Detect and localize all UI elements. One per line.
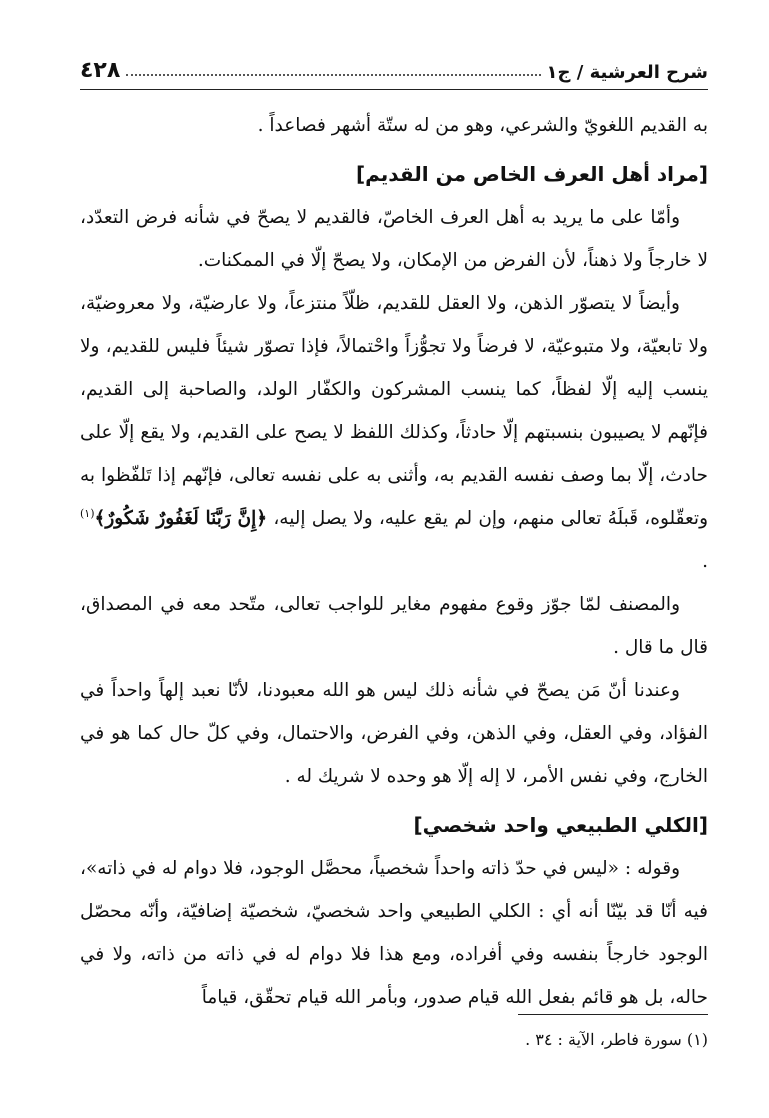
paragraph-5: وعندنا أنّ مَن يصحّ في شأنه ذلك ليس هو الله معبودنا، لأنّا نعبد إلهاً واحداً في الفؤاد، وفي العقل، وفي الذهن، وفي الفرض، والاحتمال، وفي كلّ حال كما هو في الخارج، وفي نفس الأمر، لا إله إلّا هو وحده لا شريك له .	[80, 680, 708, 787]
paragraph-3-end: .	[702, 551, 708, 572]
paragraph-4: والمصنف لمّا جوّز وقوع مفهوم مغاير للواجب تعالى، متّحد معه في المصداق، قال ما قال .	[80, 594, 708, 658]
paragraph-3-text: وأيضاً لا يتصوّر الذهن، ولا العقل للقديم، ظلّاً منتزعاً، ولا عارضيّة، ولا معروضيّة، ولا تابعيّة، ولا متبوعيّة، لا فرضاً ولا تجوُّزاً واحْتمالاً، فإذا تصوّر شيئاً فليس للقديم، ولا ينسب إليه إلّا لفظاً، كما ينسب المشركون والكفّار الولد، والصاحبة إلى القديم، فإنّهم لا يصيبون بنسبتهم إلّا حادثاً، وكذلك اللفظ لا يصح على القديم، ولا يقع إلّا على حادث، إلّا بما وصف نفسه القديم به، وأثنى به على نفسه تعالى، فإنّهم إذا تَلفّظوا به وتعقّلوه، قَبلَهُ تعالى منهم، وإن لم يقع عليه، ولا يصل إليه،	[80, 293, 709, 529]
running-header	[80, 52, 708, 90]
book-page	[80, 52, 708, 1092]
page-number: ٤٢٨	[80, 58, 121, 83]
footnote-1: (١) سورة فاطر، الآية : ٣٤ .	[525, 1030, 708, 1049]
paragraph-6: وقوله : «ليس في حدّ ذاته واحداً شخصياً، محصَّل الوجود، فلا دوام له في ذاته»، فيه أنّا قد بيّنّا أنه أي : الكلي الطبيعي واحد شخصيّ، شخصيّة إضافيّة، وأنّه محصّل الوجود خارجاً بنفسه وفي أفراده، ومع هذا فلا دوام له في ذاته من ذاته، ولا في حاله، بل هو قائم بفعل الله قيام صدور، وبأمر الله قيام تحقّق، قياماً	[80, 858, 708, 1008]
paragraph-1: به القديم اللغويّ والشرعي، وهو من له ستّة أشهر فصاعداً .	[257, 115, 708, 136]
page-body	[80, 104, 708, 1019]
book-title: شرح العرشية / ج١	[546, 62, 708, 83]
section-heading-2: [الكلي الطبيعي واحد شخصي]	[413, 813, 708, 837]
header-dot-leader	[126, 74, 540, 76]
footnote-divider	[518, 1014, 708, 1015]
section-heading-1: [مراد أهل العرف الخاص من القديم]	[355, 162, 708, 186]
paragraph-3	[80, 282, 708, 583]
quran-verse: ﴿إِنَّ رَبَّنَا لَغَفُورٌ شَكُورٌ﴾	[94, 508, 268, 529]
footnote-reference[interactable]: (١)	[80, 506, 95, 520]
paragraph-2: وأمّا على ما يريد به أهل العرف الخاصّ، فالقديم لا يصحّ في شأنه فرض التعدّد، لا خارجاً ولا ذهناً، لأن الفرض من الإمكان، ولا يصحّ إلّا في الممكنات.	[80, 207, 708, 271]
